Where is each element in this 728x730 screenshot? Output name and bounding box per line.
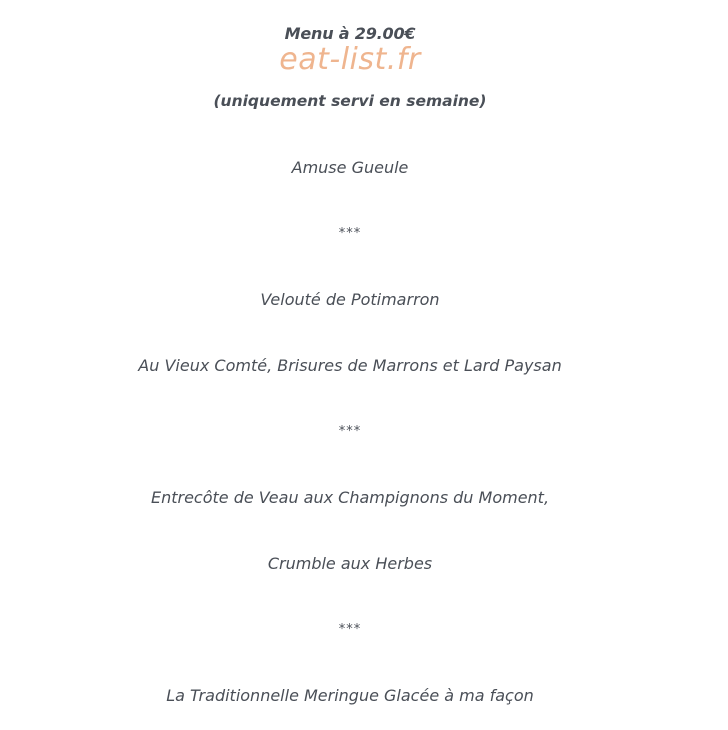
menu-item-amuse: Amuse Gueule — [291, 158, 409, 177]
course-separator: *** — [338, 226, 362, 241]
menu-item-starter-detail: Au Vieux Comté, Brisures de Marrons et Lard Paysan — [138, 356, 562, 375]
course-separator: *** — [338, 622, 362, 637]
menu-item-dessert: La Traditionnelle Meringue Glacée à ma façon — [166, 686, 534, 705]
course-separator: *** — [338, 424, 362, 439]
site-watermark: eat-list.fr — [279, 42, 421, 77]
menu-subtitle: (uniquement servi en semaine) — [213, 92, 487, 110]
menu-item-starter: Velouté de Potimarron — [260, 290, 440, 309]
menu-item-main-detail: Crumble aux Herbes — [267, 554, 433, 573]
menu-item-main: Entrecôte de Veau aux Champignons du Moment, — [150, 488, 550, 507]
menu-title: Menu à 29.00€ — [284, 24, 416, 43]
